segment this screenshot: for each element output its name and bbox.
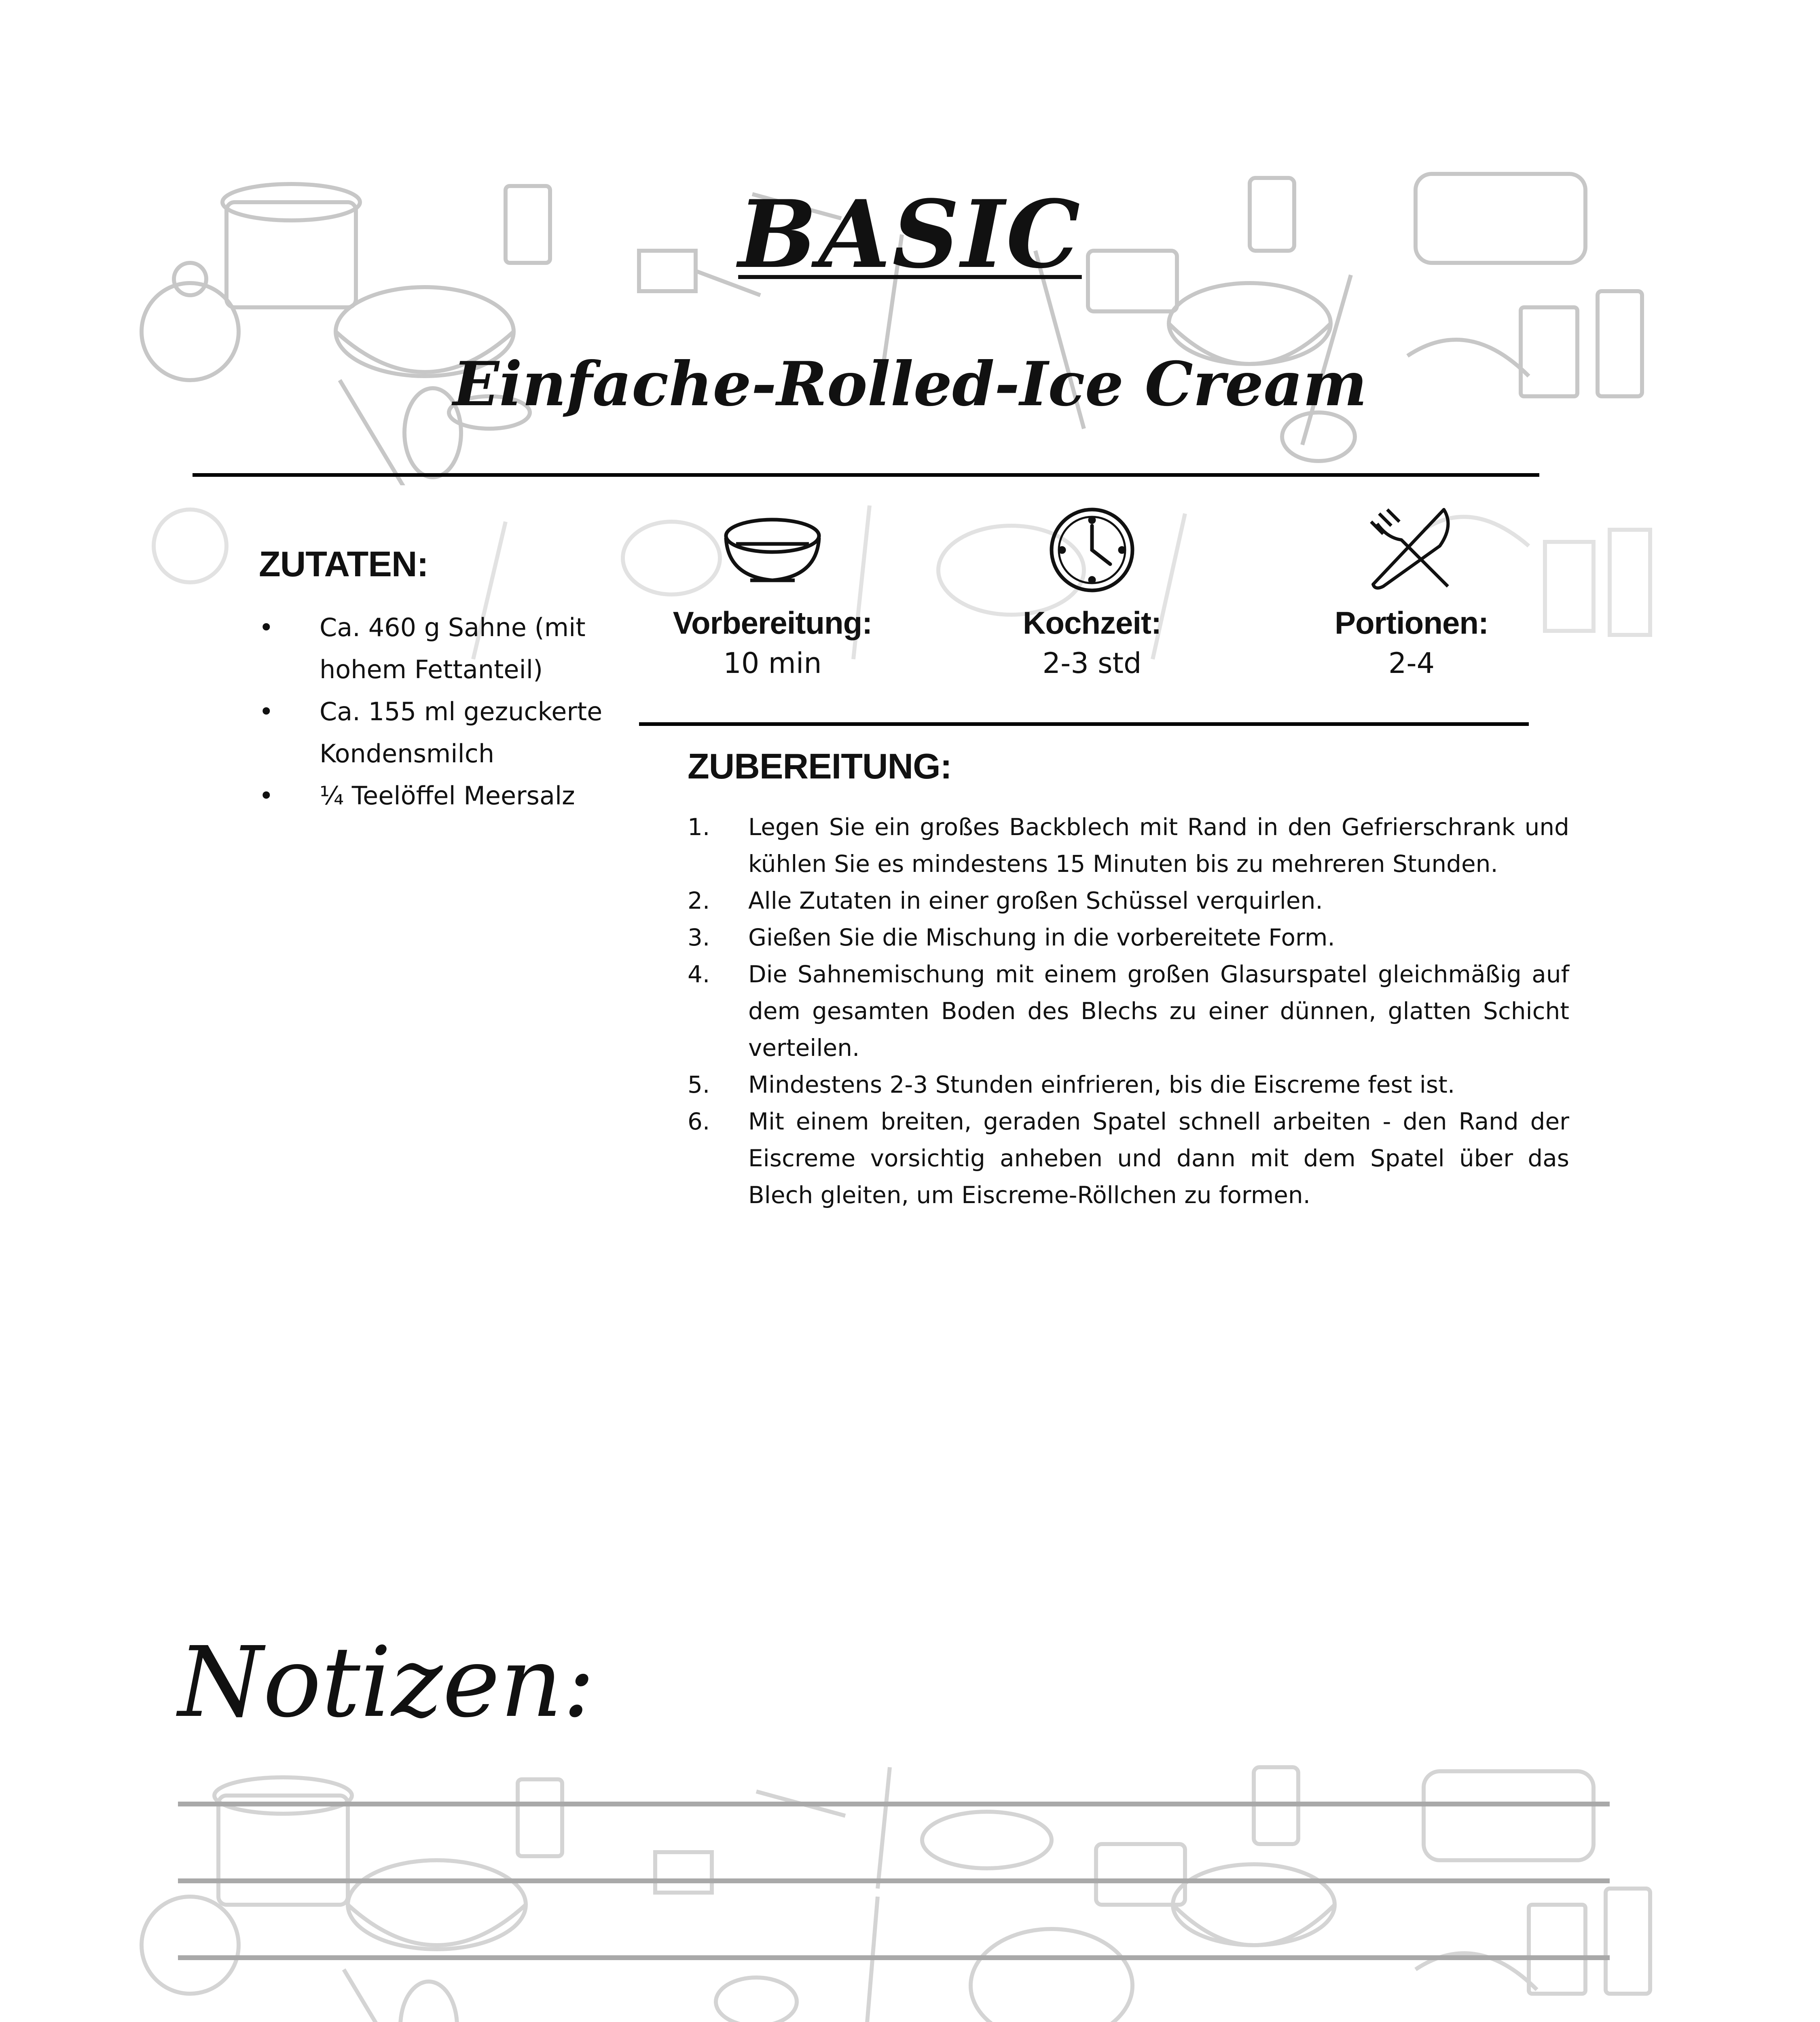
step-number: 4. [688,960,710,988]
cook-time [946,506,1238,683]
step-text: Gießen Sie die Mischung in die vorbereitete Form. [748,924,1335,951]
ingredient-item: • Ca. 155 ml gezuckerte Kondensmilch [259,691,655,775]
bowl-icon [720,506,825,594]
step-item [688,882,1569,919]
step-item [688,956,1569,1066]
step-number: 2. [688,887,710,914]
ingredient-item: • Ca. 460 g Sahne (mit hohem Fettanteil) [259,607,655,691]
recipe-title: Einfache-Rolled-Ice Cream [453,349,1367,420]
clock-icon [1048,506,1136,594]
step-number: 6. [688,1108,710,1135]
cook-label: Kochzeit: [1023,605,1161,641]
step-text: Die Sahnemischung mit einem großen Glasurspatel gleichmäßig auf dem gesamten Boden des Blechs zu einer dünnen, glatten Schicht verteilen. [748,960,1569,1062]
preparation-steps [688,809,1569,1214]
step-item [688,919,1569,956]
servings-value: 2-4 [1388,647,1435,680]
step-text: Legen Sie ein großes Backblech mit Rand in den Gefrierschrank und kühlen Sie es mindestens 15 Minuten bis zu mehreren Stunden. [748,813,1569,878]
notes-heading: Notizen: [178,1626,595,1739]
step-text: Mindestens 2-3 Stunden einfrieren, bis die Eiscreme fest ist. [748,1071,1455,1098]
servings-label: Portionen: [1335,605,1488,641]
recipe-category: BASIC [738,180,1082,289]
step-number: 3. [688,924,710,951]
step-number: 1. [688,813,710,841]
header-divider [193,473,1539,477]
ingredients-list [259,607,655,817]
step-text: Alle Zutaten in einer großen Schüssel verquirlen. [748,887,1323,914]
prep-value: 10 min [723,647,822,680]
step-number: 5. [688,1071,710,1098]
preparation-heading: ZUBEREITUNG: [688,746,952,786]
prep-time [627,506,918,683]
ingredients-heading: ZUTATEN: [259,544,428,584]
cook-value: 2-3 std [1042,647,1142,680]
step-item [688,809,1569,882]
prep-label: Vorbereitung: [673,605,872,641]
ingredient-item: • ¼ Teelöffel Meersalz [259,775,655,817]
step-text: Mit einem breiten, geraden Spatel schnell arbeiten - den Rand der Eiscreme vorsichtig anheben und dann mit dem Spatel über das Blech gleiten, um Eiscreme-Röllchen zu formen. [748,1108,1569,1209]
note-line [178,1802,1610,1806]
note-line [178,1955,1610,1960]
step-item [688,1103,1569,1214]
meta-divider [639,722,1529,726]
fork-knife-icon [1367,506,1456,594]
step-item [688,1066,1569,1103]
servings [1266,506,1557,683]
note-line [178,1878,1610,1883]
